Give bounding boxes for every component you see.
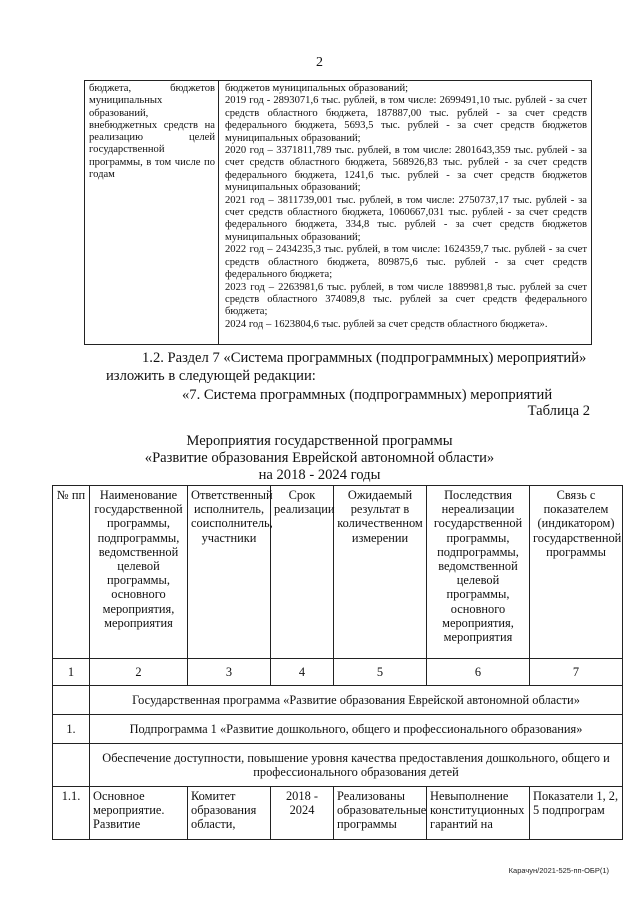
table-header-row <box>53 486 623 659</box>
row-number: 1.1. <box>53 787 90 840</box>
header-num: № пп <box>53 486 90 659</box>
table-row <box>53 787 623 840</box>
funding-table <box>84 80 592 345</box>
table-title-line-2: «Развитие образования Еврейской автономной области» <box>144 450 495 466</box>
funding-line-2023: 2023 год – 2263981,6 тыс. рублей, в том числе 1889981,8 тыс. рублей за счет средств областного 374089,8 тыс. рублей за счет средств федерального бюджета; <box>225 281 587 318</box>
row-indicator-link: Показатели 1, 2, 5 подпрограм <box>530 787 623 840</box>
funding-line: бюджетов муниципальных образований; <box>225 83 409 94</box>
funding-line-2020: 2020 год – 3371811,789 тыс. рублей, в том числе: 2801643,359 тыс. рублей - за счет средств областного бюджета, 568926,83 тыс. рублей - за счет средств федерального бюджета, 1241,6 тыс. рублей - за счет средств бюджетов муниципальных образований; <box>225 145 587 194</box>
document-footer-code: Карачун/2021-525-пп-ОБР(1) <box>508 866 609 875</box>
row-name: Основное мероприятие. Развитие <box>90 787 188 840</box>
table-caption: Таблица 2 <box>527 403 590 419</box>
row-executor: Комитет образования области, <box>188 787 271 840</box>
column-number: 1 <box>53 659 90 686</box>
row-consequence: Невыполнение конституционных гарантий на <box>427 787 530 840</box>
section-7-heading: «7. Система программных (подпрограммных) мероприятий <box>182 387 553 403</box>
header-period: Срок реализации <box>271 486 334 659</box>
header-executor: Ответственный исполнитель, соисполнитель, участники <box>188 486 271 659</box>
program-title: Государственная программа «Развитие образования Еврейской автономной области» <box>90 686 623 715</box>
subprogram-row <box>53 715 623 744</box>
header-indicator-link: Связь с показателем (индикатором) государственной программы <box>530 486 623 659</box>
measures-table <box>52 485 623 840</box>
program-row <box>53 686 623 715</box>
paragraph-edit-instruction: изложить в следующей редакции: <box>106 368 316 384</box>
table-title-line-1: Мероприятия государственной программы <box>186 433 453 449</box>
row-result: Реализованы образовательные программы <box>334 787 427 840</box>
subprogram-number: 1. <box>53 715 90 744</box>
paragraph-section-7: 1.2. Раздел 7 «Система программных (подпрограммных) мероприятий» <box>142 350 587 366</box>
funding-line-2022: 2022 год – 2434235,3 тыс. рублей, в том числе: 1624359,7 тыс. рублей - за счет средств областного бюджета, 809875,6 тыс. рублей - за счет средств федерального бюджета; <box>225 244 587 281</box>
funding-values-cell <box>219 81 591 344</box>
column-number: 5 <box>334 659 427 686</box>
column-numbers-row <box>53 659 623 686</box>
goal-text: Обеспечение доступности, повышение уровня качества предоставления дошкольного, общего и профессионального образования детей <box>90 744 623 787</box>
table-title-line-3: на 2018 - 2024 годы <box>258 467 381 483</box>
subprogram-title: Подпрограмма 1 «Развитие дошкольного, общего и профессионального образования» <box>90 715 623 744</box>
table-title <box>0 433 639 484</box>
header-consequence: Последствия нереализации государственной программы, подпрограммы, ведомственной целевой программы, основного мероприятия, мероприятия <box>427 486 530 659</box>
column-number: 2 <box>90 659 188 686</box>
page-number: 2 <box>316 55 323 70</box>
funding-line-2024: 2024 год – 1623804,6 тыс. рублей за счет средств областного бюджета». <box>225 318 548 330</box>
funding-line-2019: 2019 год - 2893071,6 тыс. рублей, в том числе: 2699491,10 тыс. рублей - за счет средств областного бюджета, 187887,00 тыс. рублей - за счет средств федерального бюджета, 5693,5 тыс. рублей - за счет средств бюджетов муниципальных образований; <box>225 95 587 144</box>
column-number: 7 <box>530 659 623 686</box>
column-number: 6 <box>427 659 530 686</box>
column-number: 3 <box>188 659 271 686</box>
header-name: Наименование государственной программы, подпрограммы, ведомственной целевой программы, основного мероприятия, мероприятия <box>90 486 188 659</box>
column-number: 4 <box>271 659 334 686</box>
row-period: 2018 - 2024 <box>271 787 334 840</box>
header-result: Ожидаемый результат в количественном измерении <box>334 486 427 659</box>
funding-label-cell: бюджета, бюджетов муниципальных образований, внебюджетных средств на реализацию целей государственной программы, в том числе по годам <box>85 81 219 344</box>
funding-line-2021: 2021 год – 3811739,001 тыс. рублей, в том числе: 2750737,17 тыс. рублей - за счет средств областного бюджета, 1060667,031 тыс. рублей - за счет средств федерального бюджета, 334,8 тыс. рублей - за счет средств бюджетов муниципальных образований; <box>225 194 587 243</box>
goal-row <box>53 744 623 787</box>
